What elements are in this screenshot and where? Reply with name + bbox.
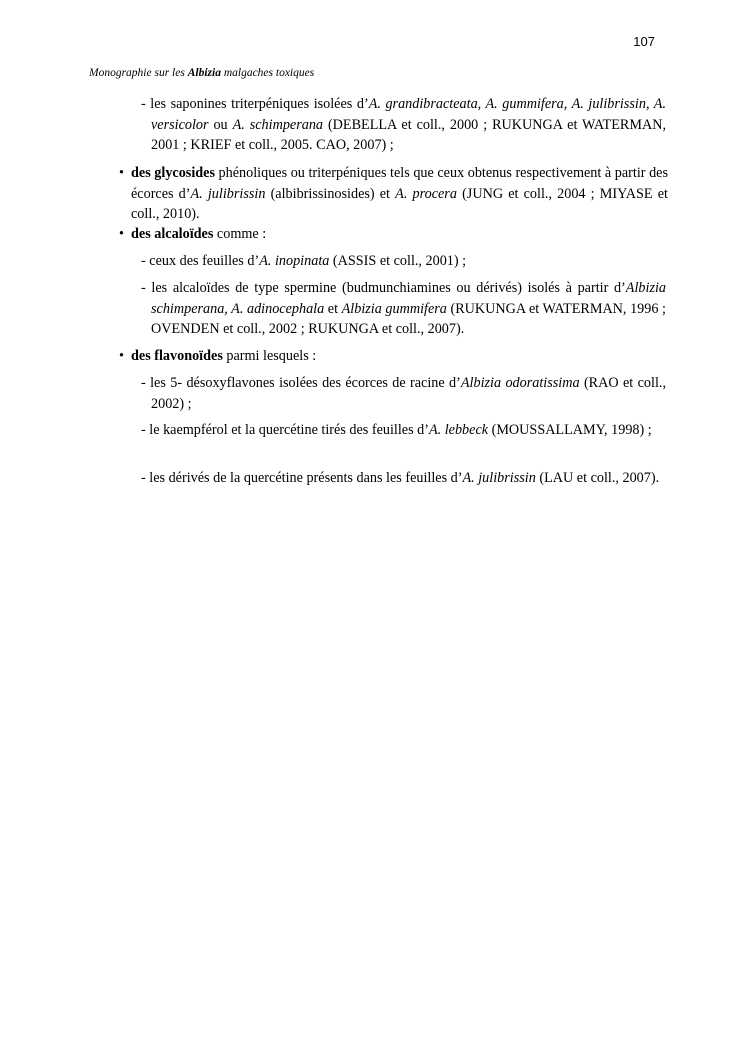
item-text: (RAO et coll., 2002) ; xyxy=(151,375,666,412)
bullet-glycosides xyxy=(119,163,668,225)
item-text: les 5- désoxyflavones isolées des écorces de racine d’ xyxy=(150,375,461,391)
item-text: ceux des feuilles d’ xyxy=(149,253,260,269)
class-heading: des glycosides xyxy=(131,165,215,181)
dash-marker: - xyxy=(141,470,150,486)
species-name: A. inopinata xyxy=(259,253,330,269)
item-text: et xyxy=(324,300,342,317)
bullet-flavonoids xyxy=(119,346,668,367)
item-text: (DEBELLA et coll., 2000 ; RUKUNGA et WATERMAN, 2001 ; KRIEF et coll., 2005. CAO, 2007) ; xyxy=(151,116,666,154)
bullet-alkaloids xyxy=(119,224,668,245)
item-text: ou xyxy=(208,116,233,133)
header-text-after: malgaches toxiques xyxy=(220,67,315,79)
dash-marker: - xyxy=(141,422,150,438)
header-genus: Albizia xyxy=(187,67,221,79)
bullet-marker: • xyxy=(119,226,124,242)
item-text: les saponines triterpéniques isolées d’ xyxy=(150,96,369,112)
dash-marker: - xyxy=(141,375,151,391)
item-text: parmi lesquels : xyxy=(222,348,317,364)
species-name: Albizia odoratissima xyxy=(460,375,580,391)
class-heading: des alcaloïdes xyxy=(131,226,214,242)
item-text: (ASSIS et coll., 2001) ; xyxy=(329,253,467,269)
item-text: le kaempférol et la quercétine tirés des feuilles d’ xyxy=(149,422,429,438)
item-text: phénoliques ou triterpéniques tels que ceux obtenus respectivement à partir des écorces d’ xyxy=(131,165,668,202)
item-text: (albibrissinosides) et xyxy=(265,185,396,202)
dash-marker: - xyxy=(141,96,151,112)
bullet-marker: • xyxy=(119,165,124,181)
item-text: les alcaloïdes de type spermine (budmunchiamines ou dérivés) isolés à partir d’ xyxy=(151,280,626,296)
species-name: A. julibrissin xyxy=(190,185,266,202)
species-name: A. procera xyxy=(395,185,457,202)
list-item-inopinata xyxy=(141,251,666,272)
species-name: A. julibrissin xyxy=(462,470,536,486)
item-text: (RUKUNGA et WATERMAN, 1996 ; OVENDEN et coll., 2002 ; RUKUNGA et coll., 2007). xyxy=(151,300,666,338)
list-item-saponins xyxy=(141,94,666,156)
species-name: Albizia gummifera xyxy=(341,300,447,317)
list-item-desoxyflavones xyxy=(141,373,666,414)
header-text-before: Monographie sur les xyxy=(89,67,188,79)
species-name: A. lebbeck xyxy=(428,422,489,438)
list-item-spermine xyxy=(141,278,666,340)
species-name: Albizia schimperana, A. adinocephala xyxy=(151,280,666,317)
item-text: (MOUSSALLAMY, 1998) ; xyxy=(488,422,652,438)
item-text: comme : xyxy=(213,226,267,242)
dash-marker: - xyxy=(141,253,150,269)
item-text: (LAU et coll., 2007). xyxy=(535,470,660,486)
page-number: 107 xyxy=(633,34,655,49)
item-text: les dérivés de la quercétine présents dans les feuilles d’ xyxy=(149,470,463,486)
species-name: A. schimperana xyxy=(232,116,324,133)
bullet-marker: • xyxy=(119,348,124,364)
running-header xyxy=(89,66,314,81)
class-heading: des flavonoïdes xyxy=(131,348,223,364)
item-text: (JUNG et coll., 2004 ; MIYASE et coll., 2010). xyxy=(131,185,668,223)
list-item-quercetin xyxy=(141,468,666,489)
list-item-kaempferol xyxy=(141,420,666,441)
dash-marker: - xyxy=(141,280,152,296)
species-name: A. grandibracteata, A. gummifera, A. julibrissin, A. versicolor xyxy=(151,96,667,133)
